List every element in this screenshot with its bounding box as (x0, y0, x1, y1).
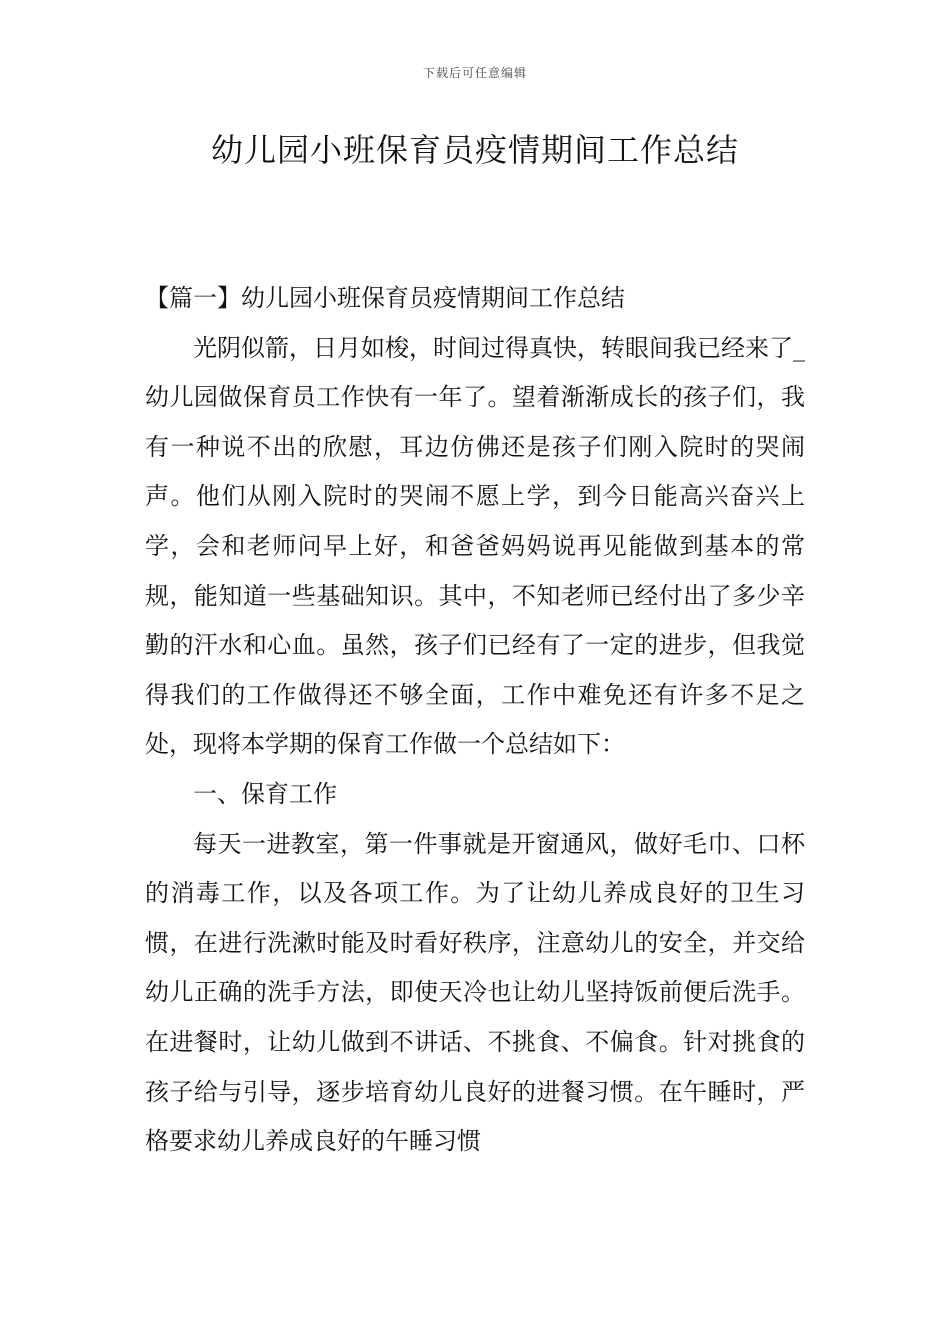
document-title: 幼儿园小班保育员疫情期间工作总结 (210, 131, 739, 169)
paragraph-care-work: 每天一进教室，第一件事就是开窗通风，做好毛巾、口杯的消毒工作，以及各项工作。为了让幼儿养成良好的卫生习惯，在进行洗漱时能及时看好秩序，注意幼儿的安全，并交给幼儿正确的洗手方法，即使天冷也让幼儿坚持饭前便后洗手。在进餐时，让幼儿做到不讲话、不挑食、不偏食。针对挑食的孩子给与引导，逐步培育幼儿良好的进餐习惯。在午睡时，严格要求幼儿养成良好的午睡习惯 (145, 829, 805, 1156)
subsection-heading: 一、保育工作 (193, 779, 337, 808)
paragraph-intro: 光阴似箭，日月如梭，时间过得真快，转眼间我已经来了_幼儿园做保育员工作快有一年了。望着渐渐成长的孩子们，我有一种说不出的欣慰，耳边仿佛还是孩子们刚入院时的哭闹声。他们从刚入院时的哭闹不愿上学，到今日能高兴奋兴上学，会和老师问早上好，和爸爸妈妈说再见能做到基本的常规，能知道一些基础知识。其中，不知老师已经付出了多少辛勤的汗水和心血。虽然，孩子们已经有了一定的进步，但我觉得我们的工作做得还不够全面，工作中难免还有许多不足之处，现将本学期的保育工作做一个总结如下： (145, 333, 805, 759)
document-body (145, 274, 805, 1167)
section-heading: 【篇一】幼儿园小班保育员疫情期间工作总结 (145, 284, 625, 312)
header-note: 下载后可任意编辑 (422, 66, 527, 80)
